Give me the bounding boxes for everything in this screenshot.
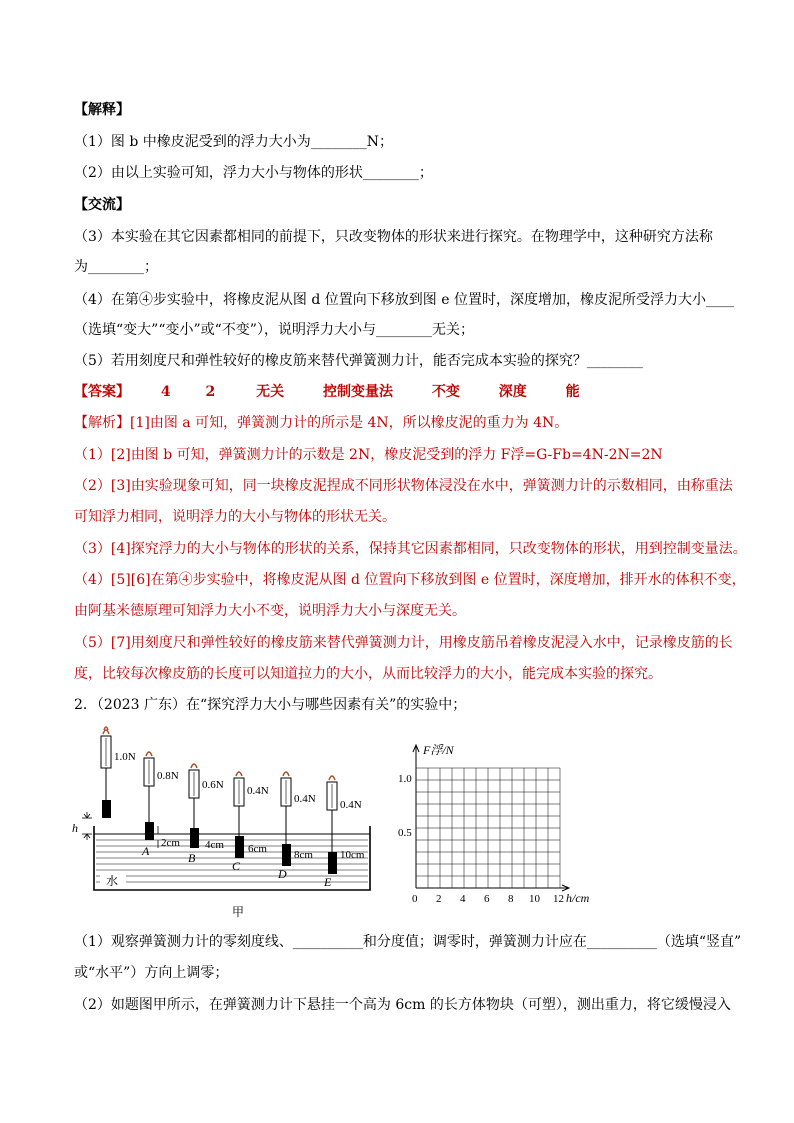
graph-x-tick-12: 12 xyxy=(553,893,564,905)
letter-e: E xyxy=(324,875,332,889)
letter-c: C xyxy=(232,859,241,873)
figure-caption: 甲 xyxy=(232,905,245,919)
graph-y-tick-1: 1.0 xyxy=(398,773,412,785)
depth-d: 8cm xyxy=(294,849,313,861)
problem-2-question-1-line-1: （1）观察弹簧测力计的零刻度线、__________和分度值；调零时，弹簧测力计应在__________（选填“竖直” xyxy=(74,934,742,950)
graph-x-tick-10: 10 xyxy=(529,893,540,905)
question-2: （2）由以上实验可知，浮力大小与物体的形状________； xyxy=(74,165,433,181)
analysis-line-1: 【解析】[1]由图 a 可知，弹簧测力计的所示是 4N，所以橡皮泥的重力为 4N。 xyxy=(74,415,569,431)
graph-y-label: F浮/N xyxy=(423,743,454,757)
answer-3: 无关 xyxy=(256,384,285,400)
explain-heading: 【解释】 xyxy=(74,102,130,118)
answer-row xyxy=(74,382,580,402)
reading-e: 0.4N xyxy=(340,799,362,811)
letter-b: B xyxy=(188,851,196,865)
problem-2-heading: 2．（2023 广东）在“探究浮力大小与哪些因素有关”的实验中； xyxy=(74,697,467,713)
answer-2: 2 xyxy=(205,384,216,400)
buoyancy-graph xyxy=(398,743,590,905)
answer-7: 能 xyxy=(565,384,580,400)
reading-c: 0.4N xyxy=(247,785,269,797)
letter-a: A xyxy=(142,844,150,858)
reading-a: 0.8N xyxy=(157,770,179,782)
graph-x-label: h/cm xyxy=(566,891,590,905)
problem-2-question-2: （2）如题图甲所示，在弹簧测力计下悬挂一个高为 6cm 的长方体物块（可塑），测出重力，将它缓慢浸入 xyxy=(74,997,731,1013)
answer-6: 深度 xyxy=(498,384,527,400)
question-1: （1）图 b 中橡皮泥受到的浮力大小为________N； xyxy=(74,134,394,150)
experiment-figure xyxy=(0,722,794,922)
h-dimension xyxy=(72,812,92,840)
depth-e: 10cm xyxy=(340,849,365,861)
question-4-line-1: （4）在第④步实验中，将橡皮泥从图 d 位置向下移放到图 e 位置时，深度增加，橡皮泥所受浮力大小____ xyxy=(74,292,734,308)
answer-label: 【答案】 xyxy=(74,384,130,400)
answer-5: 不变 xyxy=(431,384,460,400)
question-3-line-2: 为________； xyxy=(74,259,158,275)
spring-scale-reference xyxy=(101,727,136,818)
analysis-5-line-1: （5）[7]用刻度尺和弹性较好的橡皮筋来替代弹簧测力计，用橡皮筋吊着橡皮泥浸入水中，记录橡皮筋的长 xyxy=(74,635,733,651)
letter-d: D xyxy=(278,867,287,881)
problem-2-question-1-line-2: 或“水平”）方向上调零； xyxy=(74,965,229,981)
exchange-heading: 【交流】 xyxy=(74,197,130,213)
analysis-2-line-1: （2）[3]由实验现象可知，同一块橡皮泥捏成不同形状物体浸没在水中，弹簧测力计的示数相同，由称重法 xyxy=(74,478,733,494)
graph-x-tick-0: 0 xyxy=(412,893,418,905)
depth-c: 6cm xyxy=(248,843,267,855)
analysis-1: （1）[2]由图 b 可知，弹簧测力计的示数是 2N，橡皮泥受到的浮力 F浮=G-Fb=4N-2N=2N xyxy=(74,447,663,463)
answer-4: 控制变量法 xyxy=(323,384,393,400)
answer-1: 4 xyxy=(160,384,171,400)
depth-b: 4cm xyxy=(205,839,224,851)
reading-b: 0.6N xyxy=(202,779,224,791)
analysis-4-line-1: （4）[5][6]在第④步实验中，将橡皮泥从图 d 位置向下移放到图 e 位置时，深度增加，排开水的体积不变， xyxy=(74,572,746,588)
depth-a: 2cm xyxy=(161,837,180,849)
question-5: （5）若用刻度尺和弹性较好的橡皮筋来替代弹簧测力计，能否完成本实验的探究？________ xyxy=(74,353,643,369)
graph-y-tick-2: 0.5 xyxy=(398,827,412,839)
analysis-4-line-2: 由阿基米德原理可知浮力大小不变，说明浮力大小与深度无关。 xyxy=(74,603,466,619)
analysis-3: （3）[4]探究浮力的大小与物体的形状的关系，保持其它因素都相同，只改变物体的形状，用到控制变量法。 xyxy=(74,541,747,557)
reading-d: 0.4N xyxy=(294,793,316,805)
graph-x-tick-2: 2 xyxy=(436,893,442,905)
graph-x-tick-6: 6 xyxy=(484,893,490,905)
h-label: h xyxy=(72,821,78,835)
analysis-2-line-2: 可知浮力相同，说明浮力的大小与物体的形状无关。 xyxy=(74,509,396,525)
reading-reference: 1.0N xyxy=(114,751,136,763)
water-label: 水 xyxy=(106,874,119,888)
analysis-5-line-2: 度，比较每次橡皮筋的长度可以知道拉力的大小，从而比较浮力的大小，能完成本实验的探究。 xyxy=(74,666,662,682)
graph-x-tick-8: 8 xyxy=(508,893,514,905)
question-3-line-1: （3）本实验在其它因素都相同的前提下，只改变物体的形状来进行探究。在物理学中，这种研究方法称 xyxy=(74,229,713,245)
question-4-line-2: （选填“变大”“变小”或“不变”），说明浮力大小与________无关； xyxy=(74,322,474,338)
graph-x-tick-4: 4 xyxy=(460,893,466,905)
